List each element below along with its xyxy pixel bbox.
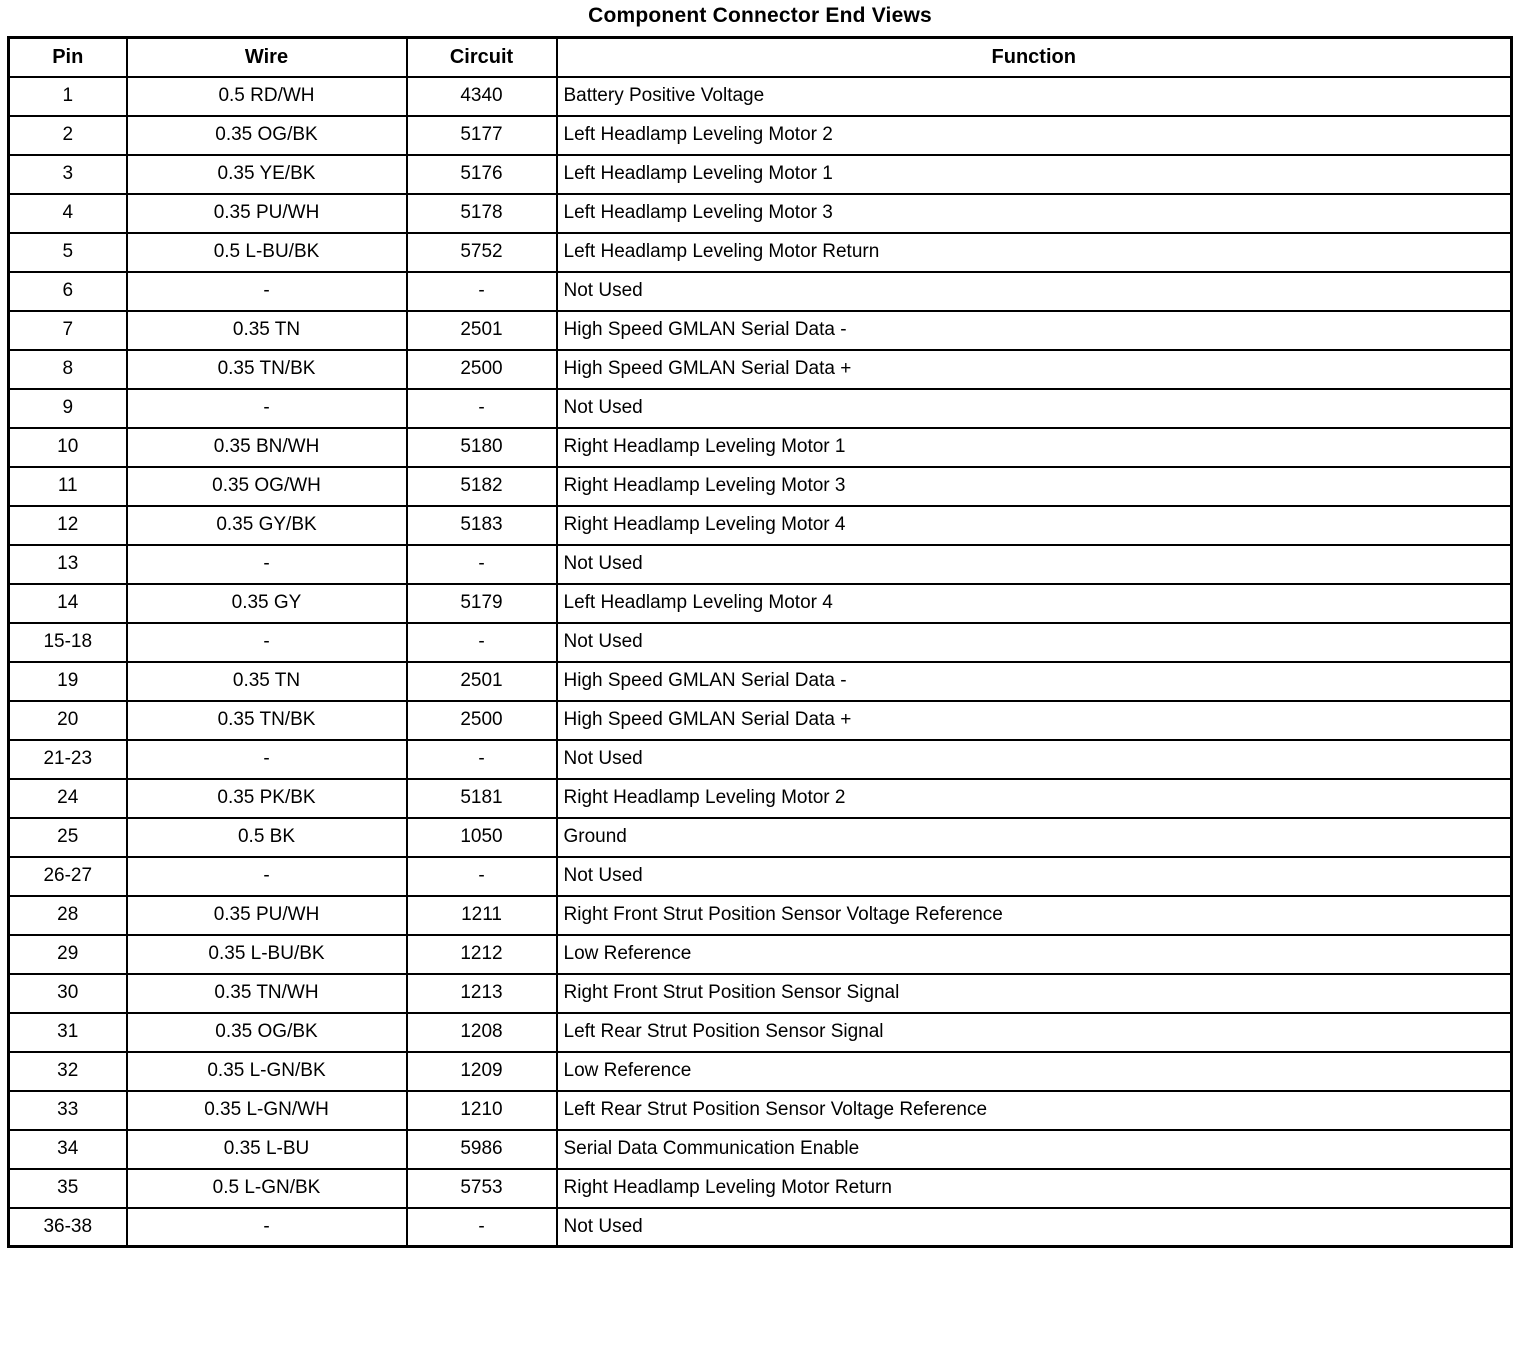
cell-circuit: 1208: [407, 1013, 557, 1052]
table-row: [9, 1169, 1512, 1208]
cell-circuit: 4340: [407, 77, 557, 116]
cell-circuit: 1210: [407, 1091, 557, 1130]
cell-pin: 29: [9, 935, 127, 974]
cell-pin: 13: [9, 545, 127, 584]
table-row: [9, 779, 1512, 818]
cell-pin: 30: [9, 974, 127, 1013]
cell-function: Not Used: [557, 272, 1512, 311]
cell-wire: 0.35 L-BU: [127, 1130, 407, 1169]
table-row: [9, 350, 1512, 389]
connector-pinout-table: [7, 36, 1513, 1248]
cell-wire: 0.5 L-BU/BK: [127, 233, 407, 272]
cell-function: Left Headlamp Leveling Motor 3: [557, 194, 1512, 233]
cell-function: Not Used: [557, 545, 1512, 584]
table-row: [9, 818, 1512, 857]
table-row: [9, 935, 1512, 974]
cell-wire: 0.35 TN/BK: [127, 350, 407, 389]
cell-pin: 33: [9, 1091, 127, 1130]
cell-circuit: 2501: [407, 662, 557, 701]
table-row: [9, 545, 1512, 584]
cell-circuit: 5180: [407, 428, 557, 467]
cell-function: Low Reference: [557, 1052, 1512, 1091]
table-row: [9, 1052, 1512, 1091]
column-header-function: Function: [557, 38, 1512, 77]
cell-wire: 0.35 TN: [127, 311, 407, 350]
cell-circuit: 5183: [407, 506, 557, 545]
cell-circuit: -: [407, 389, 557, 428]
cell-function: High Speed GMLAN Serial Data -: [557, 311, 1512, 350]
cell-pin: 1: [9, 77, 127, 116]
cell-function: Right Headlamp Leveling Motor Return: [557, 1169, 1512, 1208]
table-row: [9, 662, 1512, 701]
cell-circuit: 5182: [407, 467, 557, 506]
cell-circuit: 2500: [407, 701, 557, 740]
cell-wire: -: [127, 545, 407, 584]
cell-wire: 0.35 BN/WH: [127, 428, 407, 467]
table-row: [9, 233, 1512, 272]
table-row: [9, 116, 1512, 155]
cell-circuit: 1212: [407, 935, 557, 974]
cell-pin: 2: [9, 116, 127, 155]
cell-pin: 6: [9, 272, 127, 311]
cell-wire: -: [127, 740, 407, 779]
table-row: [9, 584, 1512, 623]
table-row: [9, 77, 1512, 116]
cell-pin: 8: [9, 350, 127, 389]
table-row: [9, 428, 1512, 467]
cell-function: Serial Data Communication Enable: [557, 1130, 1512, 1169]
cell-function: High Speed GMLAN Serial Data +: [557, 701, 1512, 740]
table-row: [9, 194, 1512, 233]
table-row: [9, 857, 1512, 896]
cell-function: Right Front Strut Position Sensor Signal: [557, 974, 1512, 1013]
cell-circuit: 5181: [407, 779, 557, 818]
cell-function: Right Headlamp Leveling Motor 3: [557, 467, 1512, 506]
cell-wire: -: [127, 272, 407, 311]
cell-pin: 14: [9, 584, 127, 623]
table-row: [9, 1130, 1512, 1169]
cell-circuit: 5986: [407, 1130, 557, 1169]
cell-wire: 0.35 TN/WH: [127, 974, 407, 1013]
cell-function: Not Used: [557, 1208, 1512, 1247]
table-row: [9, 389, 1512, 428]
cell-function: Low Reference: [557, 935, 1512, 974]
cell-pin: 10: [9, 428, 127, 467]
cell-wire: 0.35 L-GN/WH: [127, 1091, 407, 1130]
cell-pin: 20: [9, 701, 127, 740]
cell-wire: 0.5 RD/WH: [127, 77, 407, 116]
cell-pin: 32: [9, 1052, 127, 1091]
cell-function: Left Rear Strut Position Sensor Signal: [557, 1013, 1512, 1052]
cell-pin: 36-38: [9, 1208, 127, 1247]
table-row: [9, 701, 1512, 740]
cell-circuit: 5177: [407, 116, 557, 155]
cell-circuit: 1209: [407, 1052, 557, 1091]
cell-wire: 0.35 L-GN/BK: [127, 1052, 407, 1091]
table-row: [9, 740, 1512, 779]
cell-pin: 15-18: [9, 623, 127, 662]
table-row: [9, 1208, 1512, 1247]
cell-circuit: -: [407, 623, 557, 662]
cell-pin: 4: [9, 194, 127, 233]
cell-pin: 3: [9, 155, 127, 194]
cell-pin: 26-27: [9, 857, 127, 896]
table-row: [9, 467, 1512, 506]
cell-wire: 0.35 TN/BK: [127, 701, 407, 740]
cell-pin: 9: [9, 389, 127, 428]
cell-wire: 0.5 L-GN/BK: [127, 1169, 407, 1208]
cell-wire: 0.35 TN: [127, 662, 407, 701]
cell-function: High Speed GMLAN Serial Data -: [557, 662, 1512, 701]
cell-circuit: 1211: [407, 896, 557, 935]
cell-pin: 28: [9, 896, 127, 935]
column-header-circuit: Circuit: [407, 38, 557, 77]
cell-function: Right Front Strut Position Sensor Voltage Reference: [557, 896, 1512, 935]
cell-function: Ground: [557, 818, 1512, 857]
cell-pin: 19: [9, 662, 127, 701]
cell-pin: 7: [9, 311, 127, 350]
cell-wire: -: [127, 623, 407, 662]
cell-function: Left Headlamp Leveling Motor 2: [557, 116, 1512, 155]
cell-function: Not Used: [557, 740, 1512, 779]
cell-wire: 0.35 L-BU/BK: [127, 935, 407, 974]
cell-wire: 0.35 PU/WH: [127, 896, 407, 935]
cell-circuit: 2501: [407, 311, 557, 350]
table-row: [9, 974, 1512, 1013]
cell-wire: -: [127, 1208, 407, 1247]
cell-circuit: 5178: [407, 194, 557, 233]
cell-pin: 24: [9, 779, 127, 818]
cell-pin: 35: [9, 1169, 127, 1208]
cell-pin: 11: [9, 467, 127, 506]
cell-function: Right Headlamp Leveling Motor 4: [557, 506, 1512, 545]
table-body: [9, 77, 1512, 1247]
cell-function: Right Headlamp Leveling Motor 1: [557, 428, 1512, 467]
cell-pin: 12: [9, 506, 127, 545]
cell-circuit: -: [407, 545, 557, 584]
cell-wire: 0.35 OG/WH: [127, 467, 407, 506]
table-row: [9, 896, 1512, 935]
table-header-row: [9, 38, 1512, 77]
cell-pin: 34: [9, 1130, 127, 1169]
cell-wire: 0.5 BK: [127, 818, 407, 857]
cell-circuit: -: [407, 1208, 557, 1247]
table-row: [9, 272, 1512, 311]
cell-function: Right Headlamp Leveling Motor 2: [557, 779, 1512, 818]
cell-wire: -: [127, 857, 407, 896]
cell-circuit: -: [407, 740, 557, 779]
cell-wire: 0.35 OG/BK: [127, 1013, 407, 1052]
table-row: [9, 1013, 1512, 1052]
cell-function: High Speed GMLAN Serial Data +: [557, 350, 1512, 389]
cell-function: Left Headlamp Leveling Motor 4: [557, 584, 1512, 623]
table-row: [9, 311, 1512, 350]
cell-pin: 31: [9, 1013, 127, 1052]
cell-function: Left Headlamp Leveling Motor Return: [557, 233, 1512, 272]
page-title: Component Connector End Views: [588, 4, 932, 27]
column-header-pin: Pin: [9, 38, 127, 77]
cell-wire: 0.35 PK/BK: [127, 779, 407, 818]
table-row: [9, 623, 1512, 662]
cell-wire: 0.35 PU/WH: [127, 194, 407, 233]
cell-wire: 0.35 OG/BK: [127, 116, 407, 155]
cell-circuit: -: [407, 272, 557, 311]
cell-circuit: 5752: [407, 233, 557, 272]
cell-circuit: 1213: [407, 974, 557, 1013]
cell-circuit: 5753: [407, 1169, 557, 1208]
cell-circuit: 1050: [407, 818, 557, 857]
cell-pin: 5: [9, 233, 127, 272]
cell-function: Left Headlamp Leveling Motor 1: [557, 155, 1512, 194]
cell-function: Not Used: [557, 623, 1512, 662]
cell-function: Not Used: [557, 857, 1512, 896]
table-row: [9, 506, 1512, 545]
cell-wire: 0.35 YE/BK: [127, 155, 407, 194]
cell-wire: 0.35 GY/BK: [127, 506, 407, 545]
cell-pin: 21-23: [9, 740, 127, 779]
cell-function: Left Rear Strut Position Sensor Voltage Reference: [557, 1091, 1512, 1130]
cell-function: Battery Positive Voltage: [557, 77, 1512, 116]
cell-pin: 25: [9, 818, 127, 857]
cell-circuit: 5179: [407, 584, 557, 623]
cell-circuit: 2500: [407, 350, 557, 389]
table-row: [9, 1091, 1512, 1130]
cell-circuit: -: [407, 857, 557, 896]
cell-wire: -: [127, 389, 407, 428]
column-header-wire: Wire: [127, 38, 407, 77]
cell-wire: 0.35 GY: [127, 584, 407, 623]
cell-function: Not Used: [557, 389, 1512, 428]
cell-circuit: 5176: [407, 155, 557, 194]
table-row: [9, 155, 1512, 194]
